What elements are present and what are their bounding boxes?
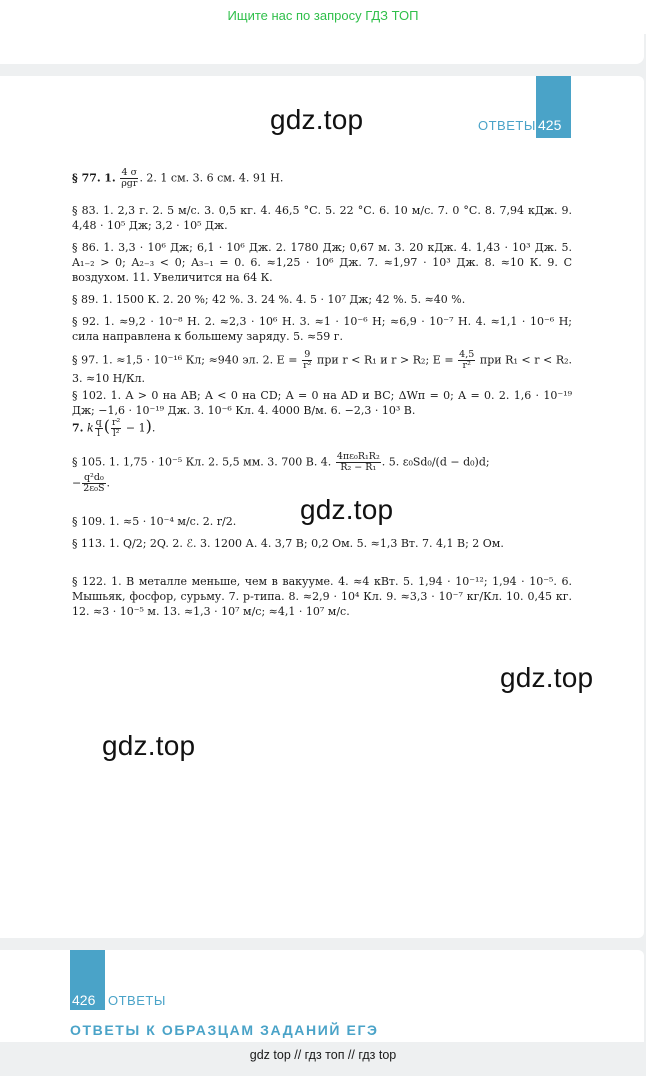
page-header-label: ОТВЕТЫ (478, 118, 536, 133)
fraction: $\frac{4,5}{\text{r²}}$ (459, 349, 475, 371)
answer-s86: § 86. 1. 3,3 · 10⁶ Дж; 6,1 · 10⁶ Дж. 2. 1780 Дж; 0,67 м. 3. 20 кДж. 4. 1,43 · 10³ Дж. 5. A₁₋₂ > 0; A₂₋₃ < 0; A₃₋₁ = 0. 6. ≈1,25 · 10⁶ Дж. 7. ≈1,97 · 10³ Дж. 8. ≈10 К. 9. С воздухом. 11. Увеличится на 64 К. (72, 241, 572, 284)
top-banner (0, 0, 646, 34)
section-title: ОТВЕТЫ К ОБРАЗЦАМ ЗАДАНИЙ ЕГЭ (70, 1022, 379, 1038)
answer-s113: § 113. 1. Q/2; 2Q. 2. ℰ. 3. 1200 А. 4. 3,7 В; 0,2 Ом. 5. ≈1,3 Вт. 7. 4,1 В; 2 Ом. (72, 537, 504, 550)
fraction: $\frac{\text{4πε₀R₁R₂}}{\text{R₂ − R₁}}$ (336, 451, 380, 473)
answer-s77: § 77. 1. $\frac{4 \sigma}{\text{ρgr}}$ . 2. 1 см. 3. 6 см. 4. 91 Н. (72, 167, 284, 189)
watermark: gdz.top (500, 662, 594, 693)
page-header-label: ОТВЕТЫ (108, 993, 166, 1008)
watermark: gdz.top (270, 104, 364, 135)
answer-s102: § 102. 1. A > 0 на AB; A < 0 на CD; A = 0 на AD и BC; ΔWп = 0; A = 0. 2. 1,6 · 10⁻¹⁹ Дж; −1,6 · 10⁻¹⁹ Дж. 3. 10⁻⁶ Кл. 4. 4000 В/м. 6. −2,3 · 10³ В. 7. k $\frac{q}{l}$ ( $\frac{\text{r²}}{\text{l²}}$ − 1). (72, 389, 572, 439)
answer-s122: § 122. 1. В металле меньше, чем в вакууме. 4. ≈4 кВт. 5. 1,94 · 10⁻¹²; 1,94 · 10⁻⁵. 6. Мышьяк, фосфор, сурьму. 7. p-типа. 8. ≈2,9 · 10⁴ Кл. 9. ≈3,3 · 10⁻⁷ кг/Кл. 10. 0,45 кг. 12. ≈3 · 10⁻⁵ м. 13. ≈1,3 · 10⁷ м/с; ≈4,1 · 10⁷ м/с. (72, 575, 572, 618)
previous-page-card (0, 34, 644, 64)
answer-s89: § 89. 1. 1500 К. 2. 20 %; 42 %. 3. 24 %. 4. 5 · 10⁷ Дж; 42 %. 5. ≈40 %. (72, 293, 466, 306)
fraction: $\frac{9}{\text{r²}}$ (303, 349, 312, 371)
answer-s105: § 105. 1. 1,75 · 10⁻⁵ Кл. 2. 5,5 мм. 3. 700 В. 4. $\frac{\text{4πε₀R₁R₂}}{\text{R₂ − R₁}}$ . 5. ε₀Sd₀/(d − d₀)d; − $\frac{\text{q²d₀}}{\text{2ε₀S}}$ . (72, 451, 490, 494)
page-number: 425 (538, 117, 562, 133)
watermark: gdz.top (102, 730, 196, 761)
fraction: $\frac{\text{q²d₀}}{\text{2ε₀S}}$ (83, 472, 105, 494)
answer-s92: § 92. 1. ≈9,2 · 10⁻⁸ Н. 2. ≈2,3 · 10⁶ Н. 3. ≈1 · 10⁻⁶ Н; ≈6,9 · 10⁻⁷ Н. 4. ≈1,1 · 10⁻⁶ Н; сила направлена к большему заряду. 5. ≈59 г. (72, 315, 572, 343)
fraction: $\frac{4 \sigma}{\text{ρgr}}$ (121, 167, 138, 189)
answer-s109: § 109. 1. ≈5 · 10⁻⁴ м/с. 2. r/2. (72, 515, 237, 528)
fraction: $\frac{\text{r²}}{\text{l²}}$ (112, 417, 121, 439)
page-number: 426 (72, 992, 96, 1008)
footer-links[interactable]: gdz top // гдз топ // гдз top (249, 1048, 397, 1062)
watermark: gdz.top (300, 494, 394, 525)
search-hint-link[interactable]: Ищите нас по запросу ГДЗ ТОП (227, 8, 419, 23)
answer-s83: § 83. 1. 2,3 г. 2. 5 м/с. 3. 0,5 кг. 4. 46,5 °С. 5. 22 °С. 6. 10 м/с. 7. 0 °С. 8. 7,94 кДж. 9. 4,48 · 10⁵ Дж; 3,2 · 10⁵ Дж. (72, 204, 572, 232)
answer-s97: § 97. 1. ≈1,5 · 10⁻¹⁶ Кл; ≈940 эл. 2. E = $\frac{9}{\text{r²}}$ при r < R₁ и r > R₂; E = $\frac{4,5}{\text{r²}}$ при R₁ < r < R₂. 3. ≈10 Н/Кл. (72, 349, 573, 385)
fraction: $\frac{q}{l}$ (95, 417, 102, 439)
